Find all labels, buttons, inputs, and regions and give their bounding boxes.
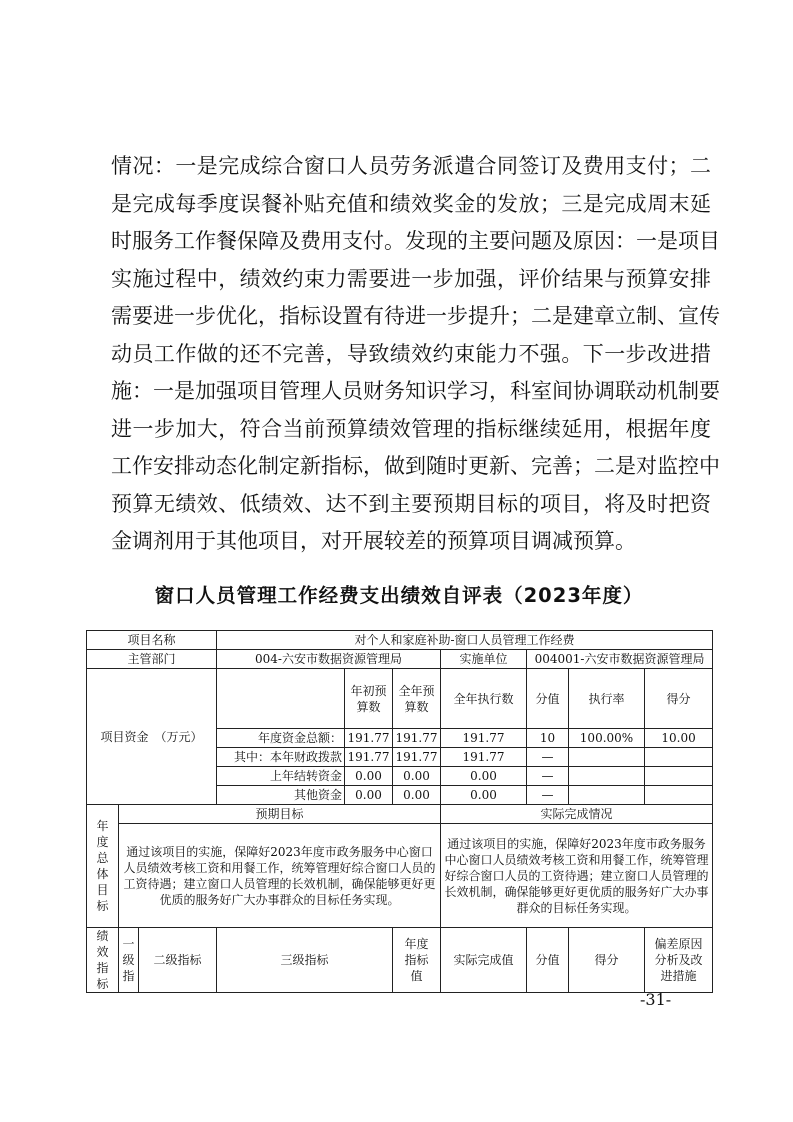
fund-exec-rate: 100.00% — [569, 729, 645, 748]
body-line: 时服务工作餐保障及费用支付。发现的主要问题及原因：一是项目 — [111, 229, 720, 253]
fund-score — [645, 748, 713, 767]
fund-initial: 0.00 — [345, 767, 393, 786]
body-line: 实施过程中，绩效约束力需要进一步加强，评价结果与预算安排 — [111, 266, 711, 291]
actual-completion-text: 通过该项目的实施，保障好2023年度市政务服务中心窗口人员绩效考核工资和用餐工作，统筹管理好综合窗口人员的工资待遇；建立窗口人员管理的长效机制，确保能够更好更优质的服务好广大办事群众的目标任务实现。 — [441, 824, 713, 928]
fund-executed: 191.77 — [441, 729, 527, 748]
fund-row-label: 上年结转资金 — [217, 767, 345, 786]
fund-exec-rate — [569, 786, 645, 805]
fund-score-value: 10 — [527, 729, 569, 748]
fund-score-value: — — [527, 748, 569, 767]
fund-executed: 0.00 — [441, 767, 527, 786]
fund-exec-rate — [569, 767, 645, 786]
body-line: 情况：一是完成综合窗口人员劳务派遣合同签订及费用支付；二 — [111, 154, 711, 178]
body-line: 预算无绩效、低绩效、达不到主要预期目标的项目，将及时把资 — [111, 491, 711, 516]
table-row — [87, 824, 713, 928]
fund-initial: 191.77 — [345, 729, 393, 748]
fund-initial: 191.77 — [345, 748, 393, 767]
body-line: 是完成每季度误餐补贴充值和绩效奖金的发放；三是完成周末延 — [111, 191, 711, 216]
body-line: 需要进一步优化，指标设置有待进一步提升；二是建章立制、宣传 — [111, 304, 720, 328]
fund-full: 191.77 — [393, 729, 441, 748]
fund-score: 10.00 — [645, 729, 713, 748]
project-name-label: 项目名称 — [87, 631, 217, 650]
expected-goal-header: 预期目标 — [119, 805, 441, 824]
table-title: 窗口人员管理工作经费支出绩效自评表（2023年度） — [154, 584, 644, 607]
annual-value-label: 年度指标值 — [393, 928, 441, 993]
level2-label: 二级指标 — [139, 928, 217, 993]
fund-initial: 0.00 — [345, 786, 393, 805]
table-row — [87, 805, 713, 824]
body-paragraph — [111, 148, 720, 561]
fund-score-value: — — [527, 767, 569, 786]
col-initial-budget: 年初预算数 — [345, 669, 393, 729]
table-row — [87, 631, 713, 650]
indicator-score-value-label: 分值 — [527, 928, 569, 993]
fund-score-value: — — [527, 786, 569, 805]
dept-label: 主管部门 — [87, 650, 217, 669]
expected-goal-text: 通过该项目的实施，保障好2023年度市政务服务中心窗口人员绩效考核工资和用餐工作，统筹管理好综合窗口人员的工资待遇；建立窗口人员管理的长效机制，确保能够更好更优质的服务好广大办事群众的目标任务实现。 — [119, 824, 441, 928]
fund-executed: 191.77 — [441, 748, 527, 767]
level3-label: 三级指标 — [217, 928, 393, 993]
col-score: 得分 — [645, 669, 713, 729]
col-score-value: 分值 — [527, 669, 569, 729]
col-exec-rate: 执行率 — [569, 669, 645, 729]
fund-row-label: 其中：本年财政拨款 — [217, 748, 345, 767]
body-line: 动员工作做的还不完善，导致绩效约束能力不强。下一步改进措 — [111, 341, 711, 366]
page-number: -31- — [640, 990, 672, 1009]
dept-value: 004-六安市数据资源管理局 — [217, 650, 441, 669]
fund-executed: 0.00 — [441, 786, 527, 805]
table-row — [87, 669, 713, 729]
fund-exec-rate — [569, 748, 645, 767]
indicator-score-label: 得分 — [569, 928, 645, 993]
impl-unit-value: 004001-六安市数据资源管理局 — [527, 650, 713, 669]
body-line: 施：一是加强项目管理人员财务知识学习，科室间协调联动机制要 — [111, 379, 720, 403]
level1-label: 一级指 — [119, 928, 139, 993]
fund-row-label: 其他资金 — [217, 786, 345, 805]
col-full-budget: 全年预算数 — [393, 669, 441, 729]
fund-score — [645, 786, 713, 805]
actual-value-label: 实际完成值 — [441, 928, 527, 993]
fund-full: 0.00 — [393, 786, 441, 805]
fund-row-label: 年度资金总额： — [217, 729, 345, 748]
funds-label: 项目资金 （万元） — [87, 669, 217, 805]
body-line: 金调剂用于其他项目，对开展较差的预算项目调减预算。 — [111, 529, 636, 553]
actual-completion-header: 实际完成情况 — [441, 805, 713, 824]
col-executed: 全年执行数 — [441, 669, 527, 729]
annual-goal-label: 年度总体目标 — [87, 805, 119, 928]
fund-full: 0.00 — [393, 767, 441, 786]
table-row — [87, 650, 713, 669]
fund-score — [645, 767, 713, 786]
project-name-value: 对个人和家庭补助-窗口人员管理工作经费 — [217, 631, 713, 650]
evaluation-table — [86, 630, 713, 993]
impl-unit-label: 实施单位 — [441, 650, 527, 669]
body-line: 进一步加大，符合当前预算绩效管理的指标继续延用，根据年度 — [111, 416, 711, 441]
fund-full: 191.77 — [393, 748, 441, 767]
funds-header-blank — [217, 669, 345, 729]
indicators-label: 绩效指标 — [87, 928, 119, 993]
body-line: 工作安排动态化制定新指标，做到随时更新、完善；二是对监控中 — [111, 454, 720, 478]
deviation-label: 偏差原因分析及改进措施 — [645, 928, 713, 993]
table-row — [87, 928, 713, 993]
